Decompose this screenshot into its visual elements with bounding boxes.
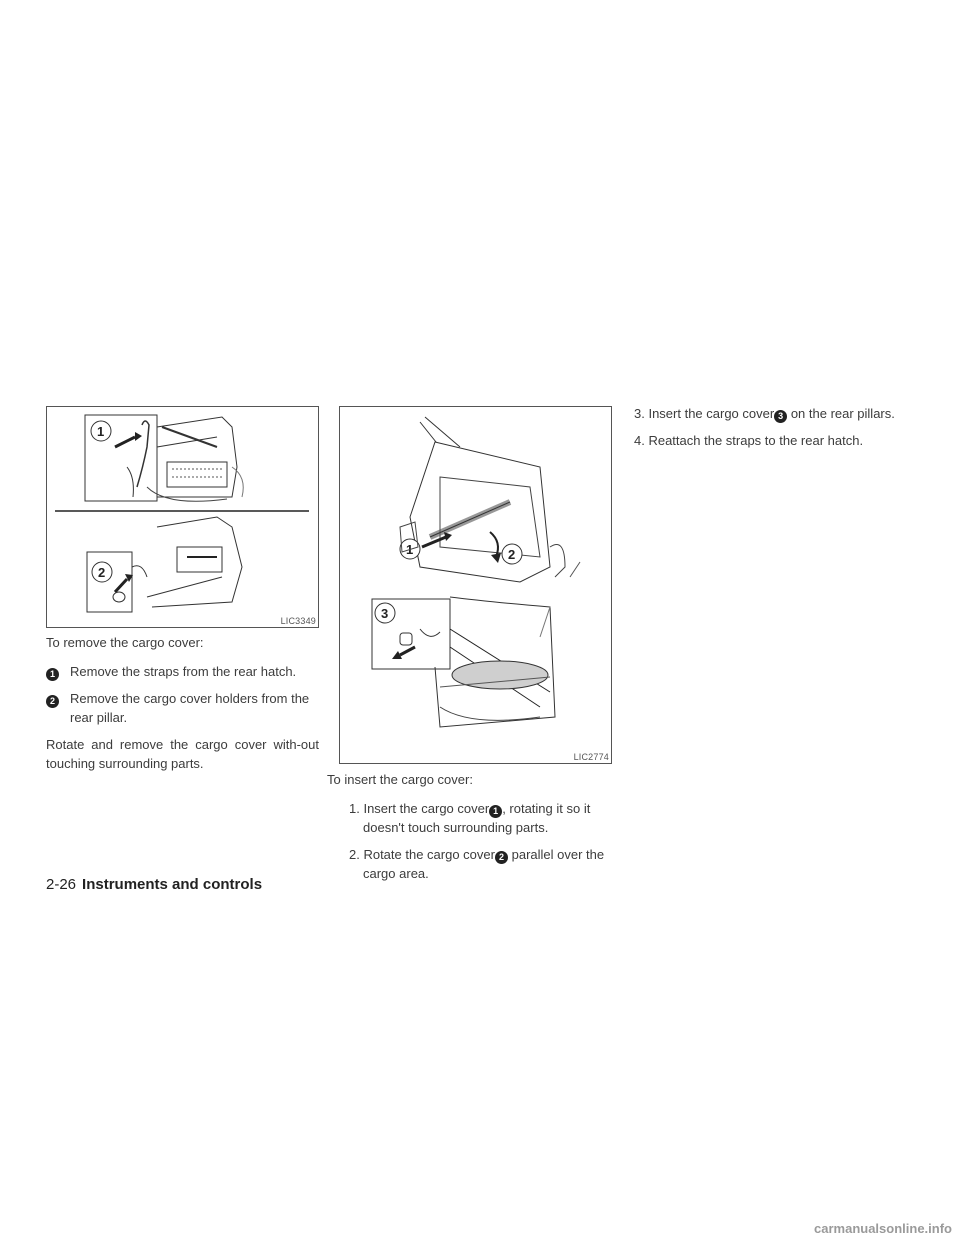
- callout-3: 3: [381, 606, 389, 621]
- step-marker-1: 1: [489, 805, 502, 818]
- callout-2: 2: [98, 565, 106, 580]
- page-number: 2-26: [46, 876, 77, 893]
- step-marker-3: 3: [774, 410, 787, 423]
- column-insert: [327, 770, 612, 891]
- remove-step: [46, 662, 319, 681]
- insert-item-4: 4. Reattach the straps to the rear hatch.: [634, 433, 864, 448]
- column-insert-cont: [634, 404, 908, 458]
- page-footer: [46, 876, 262, 893]
- remove-step-text: Remove the straps from the rear hatch.: [70, 664, 297, 679]
- column-remove: [46, 633, 319, 783]
- figure-code: LIC3349: [280, 616, 316, 626]
- illustration-insert-cargo-cover: [340, 407, 611, 763]
- callout-1: 1: [406, 542, 414, 557]
- remove-step-text: Remove the cargo cover holders from the rear pillar.: [70, 691, 310, 725]
- figure-insert-cargo-cover: [339, 406, 612, 764]
- section-title: Instruments and controls: [82, 876, 263, 893]
- insert-item-3: 3. Insert the cargo cover 3 on the rear pillars.: [634, 406, 895, 421]
- remove-note: Rotate and remove the cargo cover with-out touching surrounding parts.: [46, 737, 319, 771]
- callout-1: 1: [97, 424, 105, 439]
- insert-heading: To insert the cargo cover:: [327, 772, 473, 787]
- step-marker-2: 2: [46, 695, 59, 708]
- remove-step: [46, 689, 319, 727]
- insert-item-1: 1. Insert the cargo cover 1 , rotating it so it doesn't touch surrounding parts.: [349, 801, 591, 835]
- step-marker-2: 2: [495, 851, 508, 864]
- figure-remove-cargo-cover: [46, 406, 319, 628]
- figure-code: LIC2774: [573, 752, 609, 762]
- remove-heading: To remove the cargo cover:: [46, 635, 204, 650]
- callout-2: 2: [508, 547, 516, 562]
- watermark-link[interactable]: carmanualsonline.info: [814, 1221, 952, 1236]
- step-marker-1: 1: [46, 668, 59, 681]
- insert-item-2: 2. Rotate the cargo cover 2 parallel over the cargo area.: [349, 847, 605, 881]
- illustration-remove-cargo-cover: [47, 407, 318, 627]
